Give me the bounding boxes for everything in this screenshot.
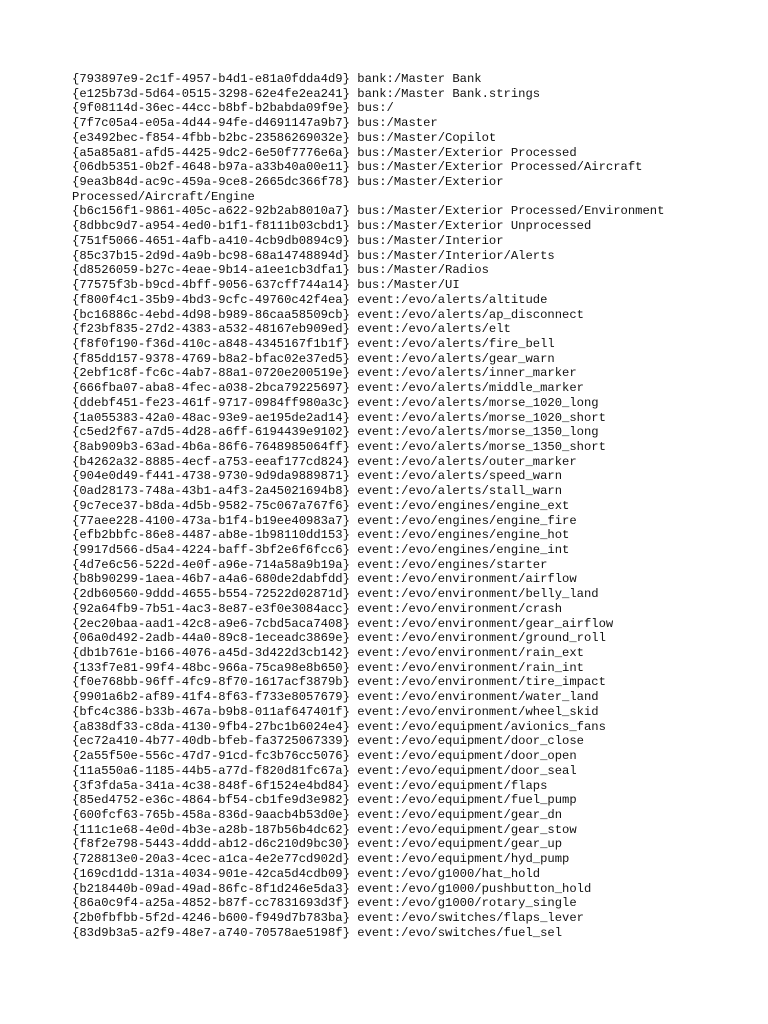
guid-text: {f800f4c1-35b9-4bd3-9cfc-49760c42f4ea} <box>72 292 350 307</box>
guid-text: {9917d566-d5a4-4224-baff-3bf2e6f6fcc6} <box>72 543 350 557</box>
guid-text: {a838df33-c8da-4130-9fb4-27bc1b6024e4} <box>72 719 350 734</box>
guid-text: {793897e9-2c1f-4957-b4d1-e81a0fdda4d9} <box>72 72 350 86</box>
listing-row <box>72 926 712 941</box>
path-text: event:/evo/equipment/gear_dn <box>357 807 563 822</box>
guid-text: {2ebf1c8f-fc6c-4ab7-88a1-0720e200519e} <box>72 366 350 381</box>
guid-text: {1a055383-42a0-48ac-93e9-ae195de2ad14} <box>72 410 350 425</box>
guid-text: {11a550a6-1185-44b5-a77d-f820d81fc67a} <box>72 763 350 778</box>
listing-row <box>72 484 712 499</box>
listing-row <box>72 690 712 705</box>
guid-text: {f8f0f190-f36d-410c-a848-4345167f1b1f} <box>72 336 350 351</box>
guid-text: {77575f3b-b9cd-4bff-9056-637cff744a14} <box>72 278 350 293</box>
path-text: event:/evo/g1000/hat_hold <box>357 866 541 881</box>
path-text: event:/evo/engines/starter <box>357 557 548 572</box>
listing-row <box>72 631 712 646</box>
guid-text: {efb2bbfc-86e8-4487-ab8e-1b98110dd153} <box>72 528 350 543</box>
guid-text: {600fcf63-765b-458a-836d-9aacb4b53d0e} <box>72 807 350 822</box>
listing-row <box>72 337 712 352</box>
path-text: event:/evo/equipment/avionics_fans <box>357 719 606 734</box>
listing-row <box>72 234 712 249</box>
listing-row <box>72 101 712 116</box>
path-text: bus:/Master/Interior/Alerts <box>357 248 555 263</box>
guid-text: {e125b73d-5d64-0515-3298-62e4fe2ea241} <box>72 86 350 101</box>
path-text: event:/evo/environment/tire_impact <box>357 675 606 690</box>
guid-text: {f8f2e798-5443-4ddd-ab12-d6c210d9bc30} <box>72 837 350 852</box>
guid-text: {06db5351-0b2f-4648-b97a-a33b40a00e11} <box>72 160 350 175</box>
path-text: event:/evo/g1000/pushbutton_hold <box>357 881 592 896</box>
guid-text: {f0e768bb-96ff-4fc9-8f70-1617acf3879b} <box>72 675 350 690</box>
listing-row <box>72 352 712 367</box>
listing-row <box>72 558 712 573</box>
path-text: event:/evo/alerts/morse_1350_short <box>357 439 606 454</box>
listing-row <box>72 411 712 426</box>
path-text: bus:/Master <box>357 116 438 131</box>
guid-text: {111c1e68-4e0d-4b3e-a28b-187b56b4dc62} <box>72 822 350 837</box>
listing-row <box>72 87 712 102</box>
guid-text: {b8b90299-1aea-46b7-a4a6-680de2dabfdd} <box>72 572 350 587</box>
path-text: event:/evo/engines/engine_int <box>357 543 570 557</box>
path-text-wrapped: Processed/Aircraft/Engine <box>72 189 255 204</box>
listing-row <box>72 204 712 219</box>
guid-text: {ddebf451-fe23-461f-9717-0984ff980a3c} <box>72 395 350 410</box>
guid-text: {c5ed2f67-a7d5-4d28-a6ff-6194439e9102} <box>72 425 350 440</box>
guid-path-listing <box>72 72 712 940</box>
guid-text: {2b0fbfbb-5f2d-4246-b600-f949d7b783ba} <box>72 910 350 925</box>
guid-text: {3f3fda5a-341a-4c38-848f-6f1524e4bd84} <box>72 778 350 793</box>
listing-row <box>72 867 712 882</box>
path-text: event:/evo/switches/fuel_sel <box>357 925 563 940</box>
guid-text: {9c7ece37-b8da-4d5b-9582-75c067a767f6} <box>72 498 350 513</box>
guid-text: {92a64fb9-7b51-4ac3-8e87-e3f0e3084acc} <box>72 601 350 616</box>
path-text: bus:/Master/Exterior Unprocessed <box>357 219 592 234</box>
path-text: event:/evo/environment/water_land <box>357 690 599 705</box>
guid-text: {bfc4c386-b33b-467a-b9b8-011af647401f} <box>72 704 350 719</box>
guid-text: {f85dd157-9378-4769-b8a2-bfac02e37ed5} <box>72 351 350 366</box>
path-text: event:/evo/alerts/morse_1020_short <box>357 410 606 425</box>
path-text: event:/evo/equipment/gear_up <box>357 837 563 852</box>
listing-row-continuation <box>72 190 712 205</box>
guid-text: {751f5066-4651-4afb-a410-4cb9db0894c9} <box>72 233 350 248</box>
listing-row <box>72 308 712 323</box>
listing-row <box>72 720 712 735</box>
guid-text: {b218440b-09ad-49ad-86fc-8f1d246e5da3} <box>72 881 350 896</box>
listing-row <box>72 381 712 396</box>
path-text: bus:/Master/Exterior Processed/Environment <box>357 204 665 219</box>
guid-text: {2db60560-9ddd-4655-b554-72522d02871d} <box>72 587 350 602</box>
path-text: bank:/Master Bank.strings <box>357 86 541 101</box>
path-text: event:/evo/environment/belly_land <box>357 587 599 602</box>
listing-row <box>72 602 712 617</box>
listing-row <box>72 116 712 131</box>
listing-row <box>72 793 712 808</box>
path-text: event:/evo/equipment/door_open <box>357 749 577 764</box>
path-text: event:/evo/alerts/morse_1350_long <box>357 425 599 440</box>
listing-row <box>72 749 712 764</box>
path-text: event:/evo/equipment/door_seal <box>357 763 577 778</box>
path-text: event:/evo/engines/engine_ext <box>357 498 570 513</box>
guid-text: {2ec20baa-aad1-42c8-a9e6-7cbd5aca7408} <box>72 616 350 631</box>
listing-row <box>72 366 712 381</box>
path-text: event:/evo/environment/airflow <box>357 572 577 587</box>
listing-row <box>72 734 712 749</box>
path-text: event:/evo/alerts/outer_marker <box>357 454 577 469</box>
guid-text: {77aee228-4100-473a-b1f4-b19ee40983a7} <box>72 513 350 528</box>
path-text: event:/evo/environment/ground_roll <box>357 631 606 646</box>
listing-row <box>72 249 712 264</box>
guid-text: {8ab909b3-63ad-4b6a-86f6-7648985064ff} <box>72 439 350 454</box>
path-text: event:/evo/equipment/fuel_pump <box>357 793 577 808</box>
path-text: event:/evo/environment/rain_int <box>357 660 584 675</box>
guid-text: {86a0c9f4-a25a-4852-b87f-cc7831693d3f} <box>72 896 350 911</box>
listing-row <box>72 764 712 779</box>
path-text: event:/evo/alerts/speed_warn <box>357 469 563 484</box>
listing-row <box>72 455 712 470</box>
guid-text: {bc16886c-4ebd-4d98-b989-86caa58509cb} <box>72 307 350 322</box>
listing-row <box>72 263 712 278</box>
path-text: event:/evo/alerts/ap_disconnect <box>357 307 584 322</box>
path-text: event:/evo/alerts/gear_warn <box>357 351 555 366</box>
path-text: event:/evo/engines/engine_fire <box>357 513 577 528</box>
listing-row <box>72 705 712 720</box>
path-text: bus:/Master/Exterior Processed/Aircraft <box>357 160 643 175</box>
guid-text: {8dbbc9d7-a954-4ed0-b1f1-f8111b03cbd1} <box>72 219 350 234</box>
guid-text: {728813e0-20a3-4cec-a1ca-4e2e77cd902d} <box>72 852 350 867</box>
guid-text: {b6c156f1-9861-405c-a622-92b2ab8010a7} <box>72 204 350 219</box>
listing-row <box>72 219 712 234</box>
path-text: event:/evo/equipment/door_close <box>357 734 584 749</box>
guid-text: {85c37b15-2d9d-4a9b-bc98-68a14748894d} <box>72 248 350 263</box>
listing-row <box>72 882 712 897</box>
listing-row <box>72 322 712 337</box>
path-text: event:/evo/environment/gear_airflow <box>357 616 614 631</box>
guid-text: {d8526059-b27c-4eae-9b14-a1ee1cb3dfa1} <box>72 263 350 278</box>
listing-row <box>72 896 712 911</box>
listing-row <box>72 837 712 852</box>
path-text: event:/evo/engines/engine_hot <box>357 528 570 543</box>
path-text: event:/evo/alerts/fire_bell <box>357 336 555 351</box>
listing-row <box>72 425 712 440</box>
guid-text: {db1b761e-b166-4076-a45d-3d422d3cb142} <box>72 646 350 661</box>
path-text: bus:/Master/Copilot <box>357 130 497 145</box>
path-text: event:/evo/switches/flaps_lever <box>357 910 584 925</box>
listing-row <box>72 911 712 926</box>
listing-row <box>72 146 712 161</box>
listing-row <box>72 572 712 587</box>
listing-row <box>72 661 712 676</box>
guid-text: {2a55f50e-556c-47d7-91cd-fc3b76cc5076} <box>72 749 350 764</box>
path-text: bus:/Master/Exterior Processed <box>357 145 577 160</box>
path-text: event:/evo/environment/rain_ext <box>357 646 584 661</box>
path-text: bus:/Master/Interior <box>357 233 504 248</box>
path-text: event:/evo/equipment/hyd_pump <box>357 852 570 867</box>
listing-row <box>72 293 712 308</box>
guid-text: {b4262a32-8885-4ecf-a753-eeaf177cd824} <box>72 454 350 469</box>
listing-row <box>72 528 712 543</box>
guid-text: {4d7e6c56-522d-4e0f-a96e-714a58a9b19a} <box>72 557 350 572</box>
path-text: event:/evo/equipment/flaps <box>357 778 548 793</box>
listing-row <box>72 440 712 455</box>
path-text: event:/evo/alerts/middle_marker <box>357 381 584 396</box>
guid-text: {666fba07-aba8-4fec-a038-2bca79225697} <box>72 381 350 396</box>
guid-text: {85ed4752-e36c-4864-bf54-cb1fe9d3e982} <box>72 793 350 808</box>
listing-row <box>72 587 712 602</box>
path-text: bus:/Master/Radios <box>357 263 489 278</box>
listing-row <box>72 543 712 558</box>
guid-text: {06a0d492-2adb-44a0-89c8-1eceadc3869e} <box>72 631 350 646</box>
guid-text: {a5a85a81-afd5-4425-9dc2-6e50f7776e6a} <box>72 145 350 160</box>
guid-text: {133f7e81-99f4-48bc-966a-75ca98e8b650} <box>72 660 350 675</box>
listing-row <box>72 823 712 838</box>
guid-text: {e3492bec-f854-4fbb-b2bc-23586269032e} <box>72 130 350 145</box>
listing-row <box>72 72 712 87</box>
guid-text: {169cd1dd-131a-4034-901e-42ca5d4cdb09} <box>72 866 350 881</box>
listing-row <box>72 779 712 794</box>
path-text: event:/evo/environment/crash <box>357 601 563 616</box>
path-text: bank:/Master Bank <box>357 72 482 86</box>
path-text: bus:/Master/Exterior <box>357 175 504 190</box>
path-text: event:/evo/alerts/stall_warn <box>357 484 563 499</box>
listing-row <box>72 175 712 190</box>
listing-row <box>72 469 712 484</box>
listing-row <box>72 278 712 293</box>
guid-text: {9901a6b2-af89-41f4-8f63-f733e8057679} <box>72 690 350 705</box>
listing-row <box>72 131 712 146</box>
listing-row <box>72 514 712 529</box>
path-text: event:/evo/environment/wheel_skid <box>357 704 599 719</box>
guid-text: {9ea3b84d-ac9c-459a-9ce8-2665dc366f78} <box>72 175 350 190</box>
listing-row <box>72 499 712 514</box>
listing-row <box>72 160 712 175</box>
path-text: event:/evo/alerts/inner_marker <box>357 366 577 381</box>
path-text: bus:/Master/UI <box>357 278 460 293</box>
path-text: event:/evo/equipment/gear_stow <box>357 822 577 837</box>
path-text: event:/evo/alerts/elt <box>357 322 511 337</box>
guid-text: {83d9b3a5-a2f9-48e7-a740-70578ae5198f} <box>72 925 350 940</box>
listing-row <box>72 808 712 823</box>
path-text: event:/evo/alerts/altitude <box>357 292 548 307</box>
listing-row <box>72 646 712 661</box>
path-text: event:/evo/g1000/rotary_single <box>357 896 577 911</box>
listing-row <box>72 675 712 690</box>
listing-row <box>72 852 712 867</box>
listing-row <box>72 396 712 411</box>
guid-text: {9f08114d-36ec-44cc-b8bf-b2babda09f9e} <box>72 101 350 116</box>
path-text: event:/evo/alerts/morse_1020_long <box>357 395 599 410</box>
guid-text: {904e0d49-f441-4738-9730-9d9da9889871} <box>72 469 350 484</box>
guid-text: {f23bf835-27d2-4383-a532-48167eb909ed} <box>72 322 350 337</box>
guid-text: {7f7c05a4-e05a-4d44-94fe-d4691147a9b7} <box>72 116 350 131</box>
guid-text: {ec72a410-4b77-40db-bfeb-fa3725067339} <box>72 734 350 749</box>
guid-text: {0ad28173-748a-43b1-a4f3-2a45021694b8} <box>72 484 350 499</box>
listing-row <box>72 617 712 632</box>
path-text: bus:/ <box>357 101 394 116</box>
